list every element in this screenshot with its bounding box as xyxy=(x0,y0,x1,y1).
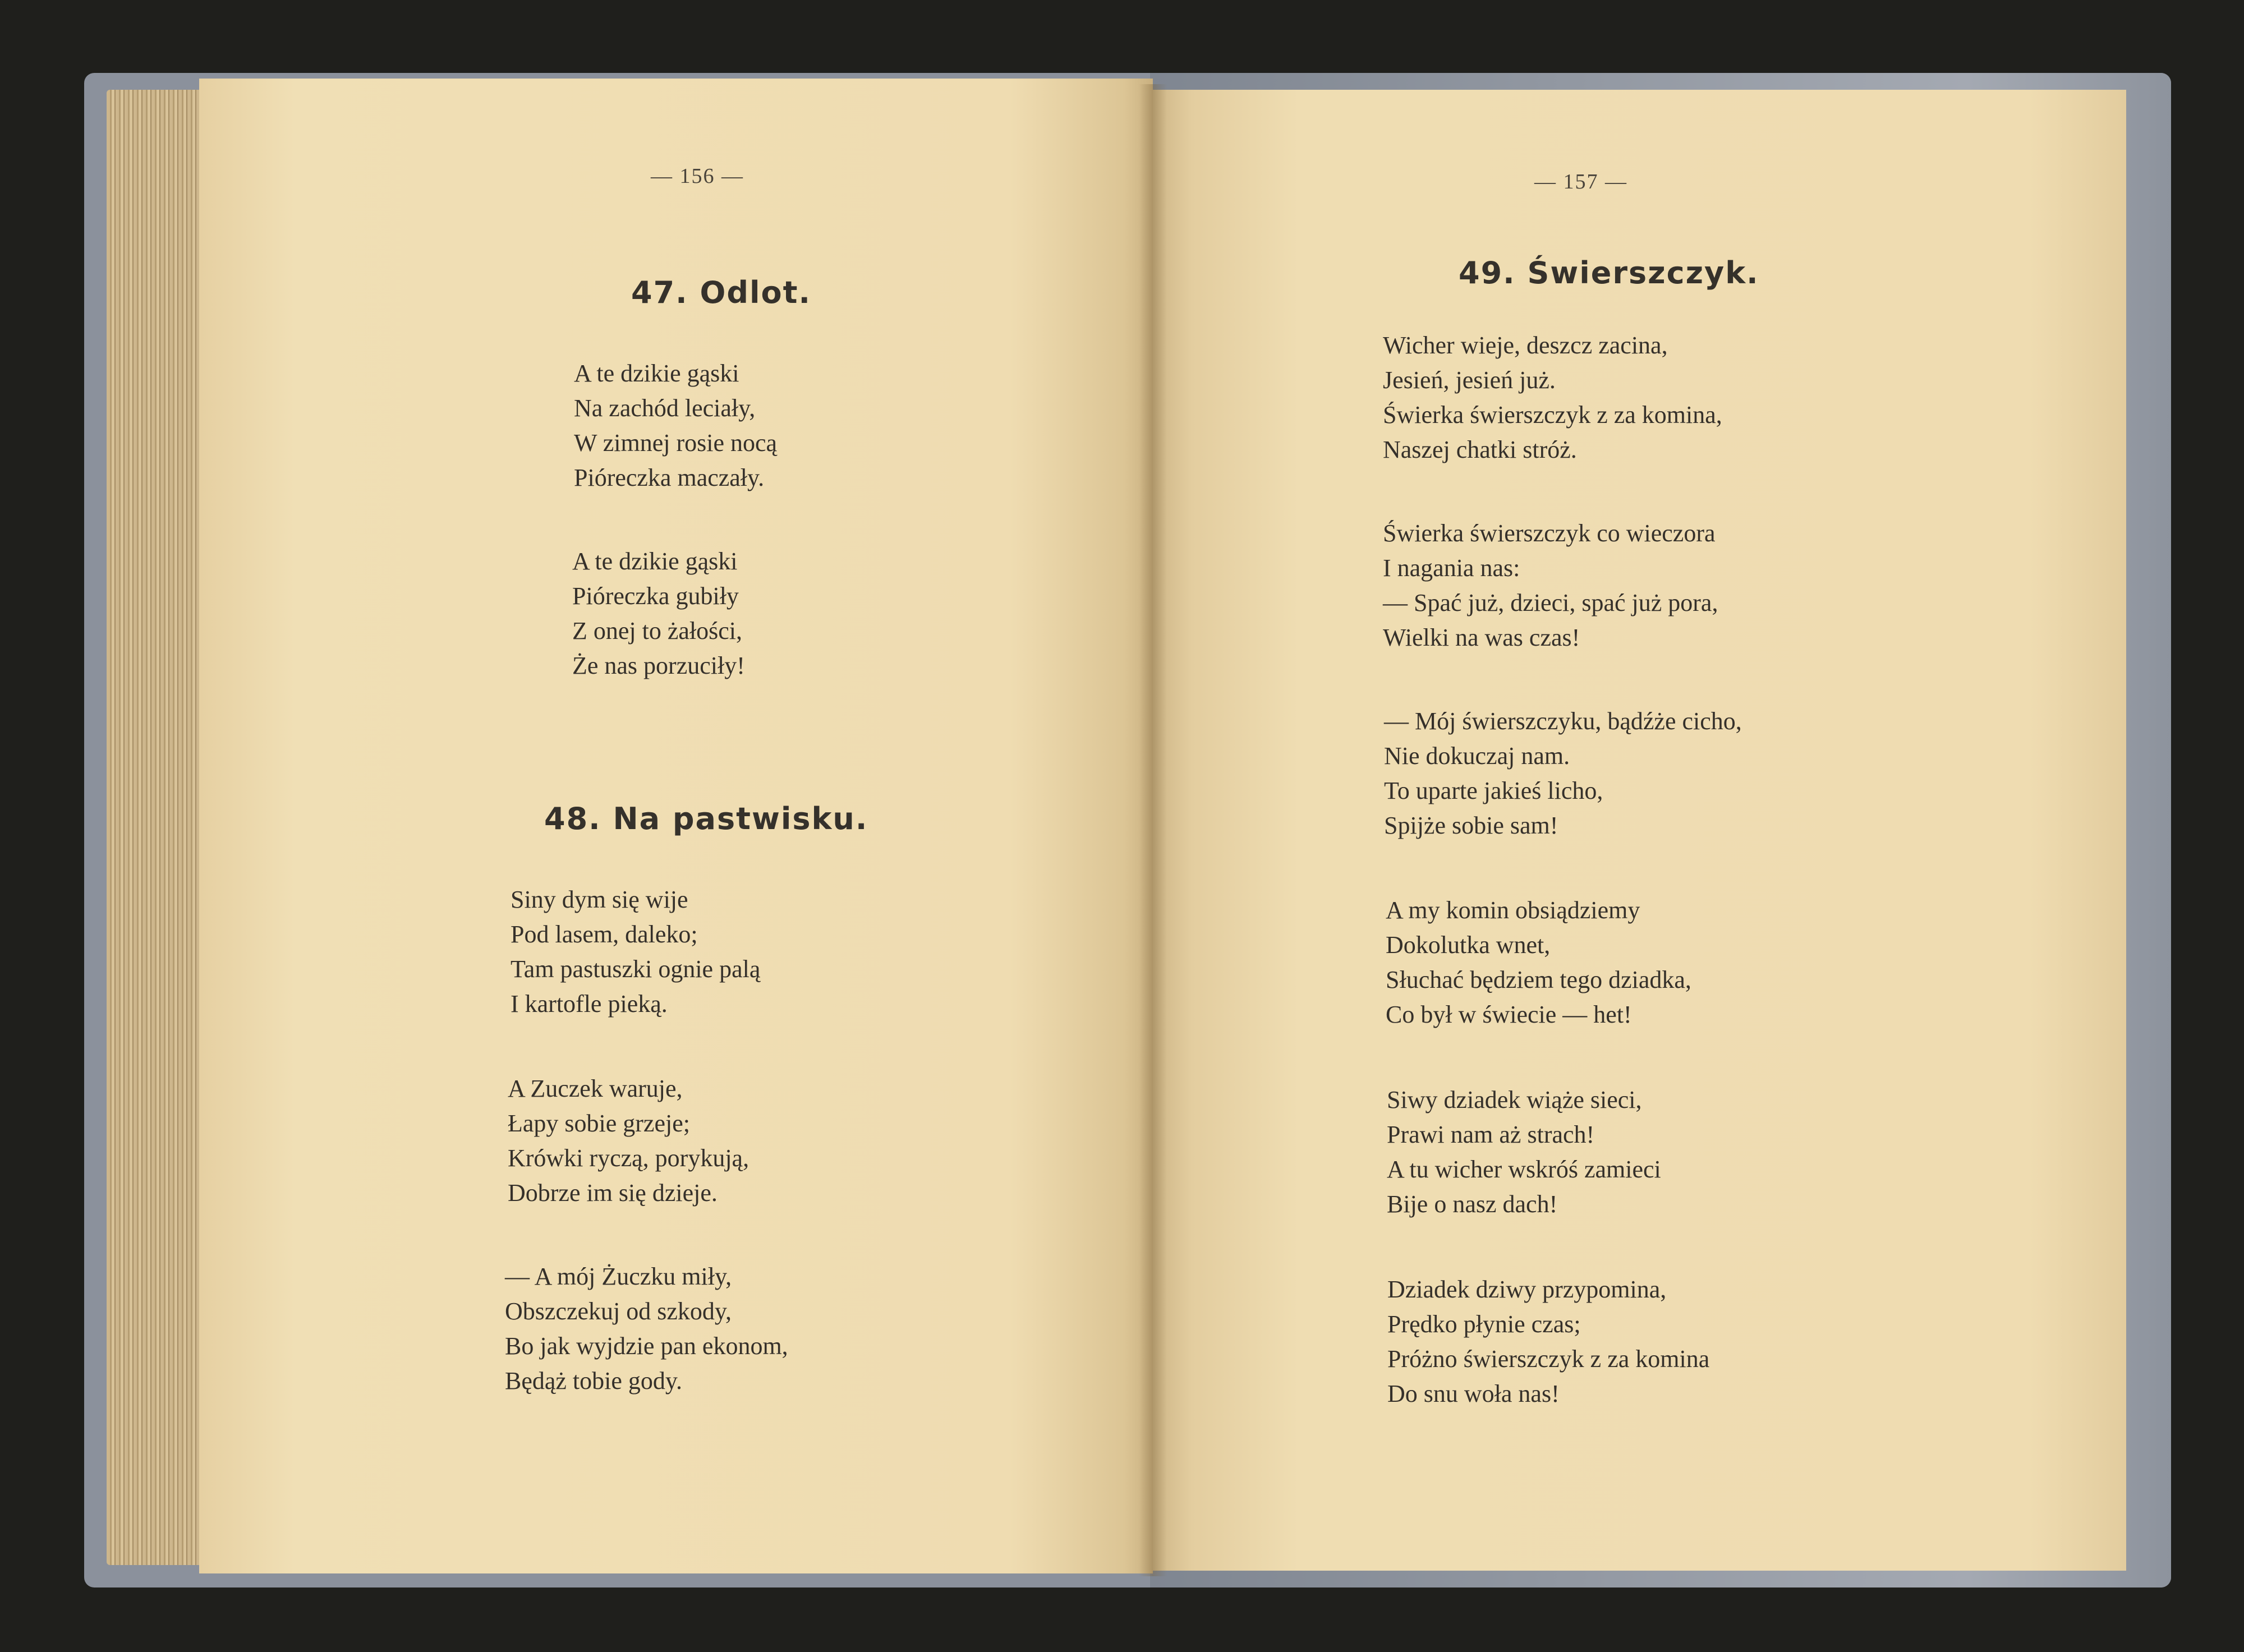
verse-line: Dokolutka wnet, xyxy=(1386,931,1551,959)
verse-line: Siwy dziadek wiąże sieci, xyxy=(1387,1086,1642,1113)
verse-line: Pióreczka maczały. xyxy=(574,464,765,491)
stanza xyxy=(572,544,745,683)
stanza xyxy=(511,882,760,1021)
verse-line: Na zachód leciały, xyxy=(574,394,756,422)
stanza xyxy=(1387,1083,1661,1222)
verse-line: Prędko płynie czas; xyxy=(1387,1310,1581,1338)
verse-line: Że nas porzuciły! xyxy=(572,652,745,679)
poem-title-swierszczyk: 49. Świerszczyk. xyxy=(1459,255,1759,291)
verse-line: Świerka świerszczyk z za komina, xyxy=(1383,401,1722,429)
page-number-right: — 157 — xyxy=(1534,170,1627,194)
stanza xyxy=(574,356,777,495)
poem-title-odlot: 47. Odlot. xyxy=(631,275,811,310)
verse-line: Pióreczka gubiły xyxy=(572,582,739,610)
verse-line: Próżno świerszczyk z za komina xyxy=(1387,1345,1710,1373)
verse-line: Tam pastuszki ognie palą xyxy=(511,955,761,983)
verse-line: A te dzikie gąski xyxy=(574,360,739,387)
stanza xyxy=(505,1259,788,1398)
left-page xyxy=(199,79,1153,1573)
verse-line: To uparte jakieś licho, xyxy=(1384,777,1603,804)
verse-line: Prawi nam aż strach! xyxy=(1387,1121,1595,1148)
verse-line: Naszej chatki stróż. xyxy=(1383,436,1577,463)
verse-line: Bije o nasz dach! xyxy=(1387,1190,1558,1218)
stanza xyxy=(508,1071,749,1211)
verse-line: Łapy sobie grzeje; xyxy=(508,1110,690,1137)
verse-line: I kartofle pieką. xyxy=(511,990,668,1018)
verse-line: Dziadek dziwy przypomina, xyxy=(1387,1276,1667,1303)
verse-line: A my komin obsiądziemy xyxy=(1386,896,1640,924)
verse-line: Wicher wieje, deszcz zacina, xyxy=(1383,332,1668,359)
verse-line: Jesień, jesień już. xyxy=(1383,366,1556,394)
poem-title-na-pastwisku: 48. Na pastwisku. xyxy=(544,801,868,836)
page-number-left: — 156 — xyxy=(651,164,744,188)
right-page xyxy=(1153,90,2126,1571)
verse-line: Siny dym się wije xyxy=(511,886,688,913)
stanza xyxy=(1383,516,1718,655)
verse-line: Świerka świerszczyk co wieczora xyxy=(1383,519,1716,547)
verse-line: Będąż tobie gody. xyxy=(505,1367,683,1395)
page-edges xyxy=(107,90,208,1565)
verse-line: Nie dokuczaj nam. xyxy=(1384,742,1570,770)
verse-line: A Zuczek waruje, xyxy=(508,1075,683,1102)
verse-line: Krówki ryczą, porykują, xyxy=(508,1144,749,1172)
verse-line: A tu wicher wskróś zamieci xyxy=(1387,1156,1661,1183)
verse-line: A te dzikie gąski xyxy=(572,547,738,575)
verse-line: Obszczekuj od szkody, xyxy=(505,1297,732,1325)
verse-line: Z onej to żałości, xyxy=(572,617,743,645)
stanza xyxy=(1383,328,1722,467)
verse-line: W zimnej rosie nocą xyxy=(574,429,778,457)
book-gutter xyxy=(1139,84,1167,1576)
verse-line: Dobrze im się dzieje. xyxy=(508,1179,718,1207)
verse-line: Co był w świecie — het! xyxy=(1386,1001,1632,1028)
verse-line: — Spać już, dzieci, spać już pora, xyxy=(1383,589,1718,616)
verse-line: Do snu woła nas! xyxy=(1387,1380,1560,1407)
verse-line: Pod lasem, daleko; xyxy=(511,921,698,948)
verse-line: — Mój świerszczyku, bądźże cicho, xyxy=(1384,707,1742,735)
stanza xyxy=(1386,893,1691,1032)
verse-line: Bo jak wyjdzie pan ekonom, xyxy=(505,1332,788,1360)
verse-line: Wielki na was czas! xyxy=(1383,624,1580,651)
verse-line: Słuchać będziem tego dziadka, xyxy=(1386,966,1691,993)
verse-line: I nagania nas: xyxy=(1383,554,1520,582)
stanza xyxy=(1387,1272,1709,1411)
verse-line: — A mój Żuczku miły, xyxy=(505,1263,732,1290)
verse-line: Spijże sobie sam! xyxy=(1384,812,1558,839)
stanza xyxy=(1384,704,1742,843)
